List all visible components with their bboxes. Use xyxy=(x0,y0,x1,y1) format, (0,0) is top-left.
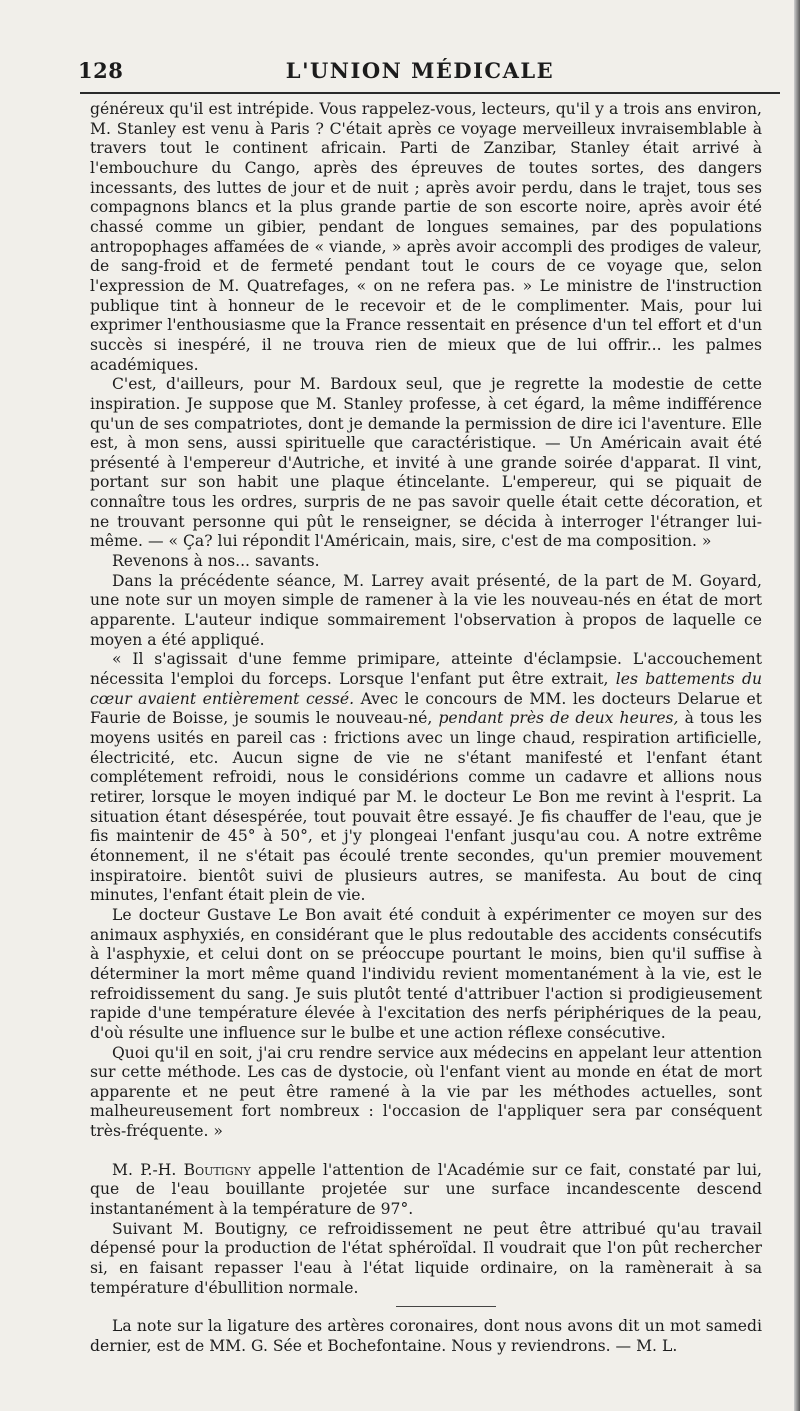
paragraph-boutigny xyxy=(90,1161,762,1220)
observation-text-c: à tous les moyens usités en pareil cas : frictions avec un linge chaud, respiration artificielle, électricité, etc. Aucun signe de vie ne s'étant manifesté et l'enfant étant complétement refroidi, nous le considérions comme un cadavre et allions nous retirer, lorsque le moyen indiqué par M. le docteur Le Bon me revint à l'esprit. La situation étant désespérée, tout pouvait être essayé. Je fis chauffer de l'eau, que je fis maintenir de 45° à 50°, et j'y plongeai l'enfant jusqu'au cou. A notre extrême étonnement, il ne s'était pas écoulé trente secondes, qu'un premier mouvement inspiratoire. bientôt suivi de plusieurs autres, se manifesta. Au bout de cinq minutes, l'enfant était plein de vie. xyxy=(90,709,763,905)
boutigny-text-b: appelle l'attention de l'Académie sur ce fait, constaté par lui, que de l'eau bouillante projetée sur une surface incandescente descend instantanément à la température de 97°. xyxy=(90,1160,762,1219)
boutigny-text-a: M. P.-H. xyxy=(112,1160,184,1179)
paragraph-stanley: généreux qu'il est intrépide. Vous rappelez-vous, lecteurs, qu'il y a trois ans environ, M. Stanley est venu à Paris ? C'était après ce voyage merveilleux invraisemblable à travers tout le continent africain. Parti de Zanzibar, Stanley était arrivé à l'embouchure du Cango, après des épreuves de toutes sortes, des dangers incessants, des luttes de jour et de nuit ; après avoir perdu, dans le trajet, tous ses compagnons blancs et la plus grande partie de son escorte noire, après avoir été chassé comme un gibier, pendant de longues semaines, par des populations antropophages affamées de « viande, » après avoir accompli des prodiges de valeur, de sang-froid et de fermeté pendant tout le cours de ce voyage que, selon l'expression de M. Quatrefages, « on ne refera pas. » Le ministre de l'instruction publique tint à honneur de le recevoir et de le complimenter. Mais, pour lui exprimer l'enthousiasme que la France ressentait en présence d'un tel effort et d'un succès si inespéré, il ne trouva rien de mieux que de lui offrir... les palmes académiques. xyxy=(90,100,762,374)
paragraph-dystocie: Quoi qu'il en soit, j'ai cru rendre service aux médecins en appelant leur attention sur cette méthode. Les cas de dystocie, où l'enfant vient au monde en état de mort apparente et ne peut être ramené à la vie par les méthodes actuelles, sont malheureusement fort nombreux : l'occasion de l'appliquer sera par conséquent très-fréquente. » xyxy=(90,1043,762,1141)
observation-italic-b: pendant près de deux heures, xyxy=(438,709,679,728)
paragraph-observation xyxy=(90,650,762,906)
paragraph-coronaires: La note sur la ligature des artères coronaires, dont nous avons dit un mot samedi dernier, est de MM. G. Sée et Bochefontaine. Nous y reviendrons. — M. L. xyxy=(90,1317,762,1356)
paragraph-goyard-note: Dans la précédente séance, M. Larrey avait présenté, de la part de M. Goyard, une note sur un moyen simple de ramener à la vie les nouveau-nés en état de mort apparente. L'auteur indique sommairement l'observation à propos de laquelle ce moyen a été appliqué. xyxy=(90,571,762,649)
observation-italic-a: les battements du cœur avaient entièrement cessé. xyxy=(90,670,762,708)
paragraph-spheroidal: Suivant M. Boutigny, ce refroidissement ne peut être attribué qu'au travail dépensé pour la production de l'état sphéroïdal. Il voudrait que l'on pût rechercher si, en faisant repasser l'eau à l'état liquide ordinaire, on la ramènerait à sa température d'ébullition normale. xyxy=(90,1219,762,1297)
journal-title: L'UNION MÉDICALE xyxy=(285,58,555,83)
boutigny-name: Boutigny xyxy=(183,1160,251,1179)
page-number: 128 xyxy=(78,58,124,83)
paragraph-le-bon: Le docteur Gustave Le Bon avait été conduit à expérimenter ce moyen sur des animaux asphyxiés, en considérant que le plus redoutable des accidents consécutifs à l'asphyxie, et celui dont on se préoccupe pourtant le moins, bien qu'il suffise à déterminer la mort même quand l'individu revient momentanément à la vie, est le refroidissement du sang. Je suis plutôt tenté d'attribuer l'action si prodigieusement rapide d'une température élevée à l'excitation des nerfs périphériques de la peau, d'où résulte une influence sur le bulbe et une action réflexe consécutive. xyxy=(90,905,762,1042)
paragraph-revenons: Revenons à nos... savants. xyxy=(112,552,320,571)
article-body xyxy=(90,100,762,1357)
header-rule xyxy=(80,92,780,94)
running-header xyxy=(78,58,762,88)
page-edge-shadow xyxy=(794,0,800,1411)
observation-text-b: Avec le concours de MM. les docteurs Delarue et Faurie de Boisse, je soumis le nouveau-né, xyxy=(90,689,762,728)
footer-rule xyxy=(396,1306,496,1307)
paragraph-american-anecdote: C'est, d'ailleurs, pour M. Bardoux seul, que je regrette la modestie de cette inspiration. Je suppose que M. Stanley professe, à cet égard, la même indifférence qu'un de ses compatriotes, dont je demande la permission de dire ici l'aventure. Elle est, à mon sens, aussi spirituelle que caractéristique. — Un Américain avait été présenté à l'empereur d'Autriche, et invité à une grande soirée d'apparat. Il vint, portant sur son habit une plaque étincelante. L'empereur, qui se piquait de connaître tous les ordres, surpris de ne pas savoir quelle était cette décoration, et ne trouvant personne qui pût le renseigner, se décida à interroger l'étranger lui-même. — « Ça? lui répondit l'Américain, mais, sire, c'est de ma composition. » xyxy=(90,375,762,551)
observation-text-a: « Il s'agissait d'une femme primipare, atteinte d'éclampsie. L'accouchement nécessita l'emploi du forceps. Lorsque l'enfant put être extrait, xyxy=(90,650,762,689)
